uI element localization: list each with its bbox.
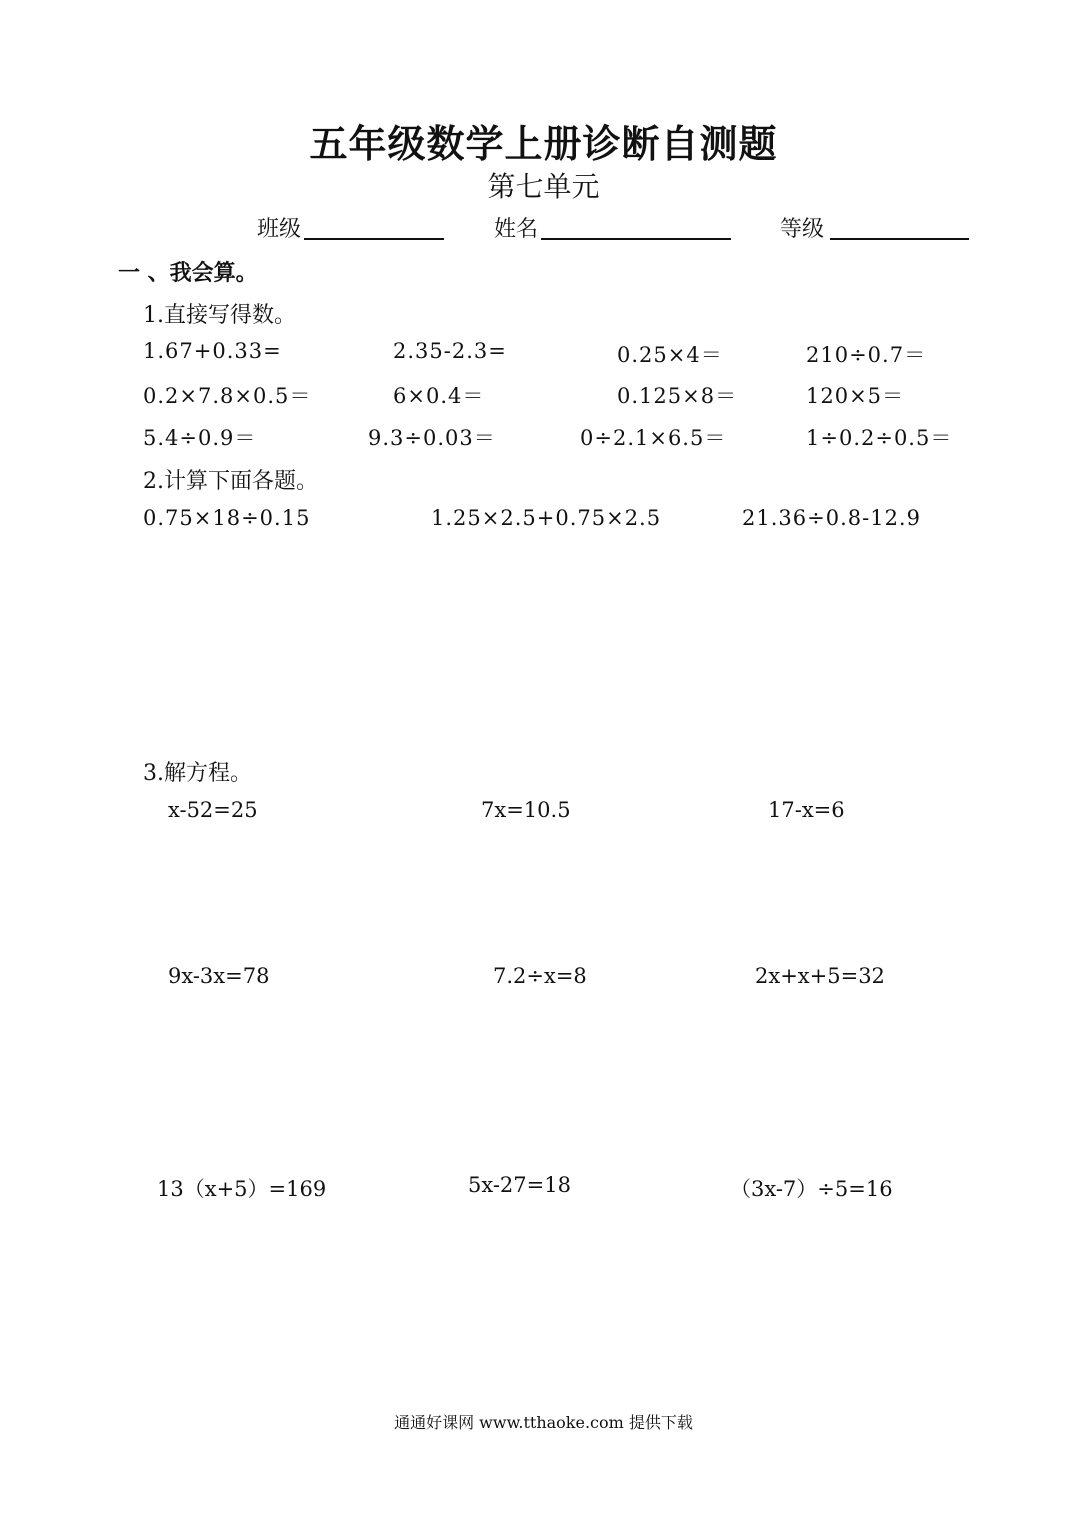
equation: （3x-7）÷5=16 [730,1177,893,1201]
equation: 13（x+5）=169 [157,1177,327,1201]
unit-subtitle: 第七单元 [487,170,600,203]
q1-item: 0.25×4＝ [617,343,723,367]
equation: 5x-27=18 [468,1173,571,1197]
q2-item: 1.25×2.5+0.75×2.5 [431,506,662,530]
equation: x-52=25 [168,798,258,822]
q1-item: 0.125×8＝ [617,384,738,408]
q2-item: 0.75×18÷0.15 [143,506,311,530]
equation: 2x+x+5=32 [755,964,885,988]
name-label: 姓名 [494,217,539,242]
class-label: 班级 [257,217,302,242]
class-field[interactable] [304,238,444,240]
equation: 9x-3x=78 [168,964,270,988]
q1-item: 6×0.4＝ [393,384,485,408]
q2-item: 21.36÷0.8-12.9 [742,506,921,530]
q1-item: 0.2×7.8×0.5＝ [143,384,312,408]
equation: 7x=10.5 [481,798,571,822]
q1-item: 9.3÷0.03＝ [368,426,496,450]
equation: 17-x=6 [768,798,845,822]
question-2-title: 2.计算下面各题。 [143,469,318,494]
footer-credit: 通通好课网 www.tthaoke.com 提供下载 [394,1413,693,1432]
q1-item: 1.67+0.33= [143,339,282,363]
q1-item: 210÷0.7＝ [806,343,927,367]
q1-item: 120×5＝ [806,384,905,408]
question-3-title: 3.解方程。 [143,761,252,786]
section-heading: 一 、我会算。 [118,260,258,286]
grade-field[interactable] [830,238,969,240]
q1-item: 2.35-2.3= [393,339,507,363]
equation: 7.2÷x=8 [493,964,587,988]
page-title: 五年级数学上册诊断自测题 [309,121,778,166]
grade-label: 等级 [780,217,825,242]
q1-item: 5.4÷0.9＝ [143,426,257,450]
q1-item: 0÷2.1×6.5＝ [580,426,727,450]
q1-item: 1÷0.2÷0.5＝ [806,426,953,450]
question-1-title: 1.直接写得数。 [143,303,296,328]
name-field[interactable] [541,238,731,240]
